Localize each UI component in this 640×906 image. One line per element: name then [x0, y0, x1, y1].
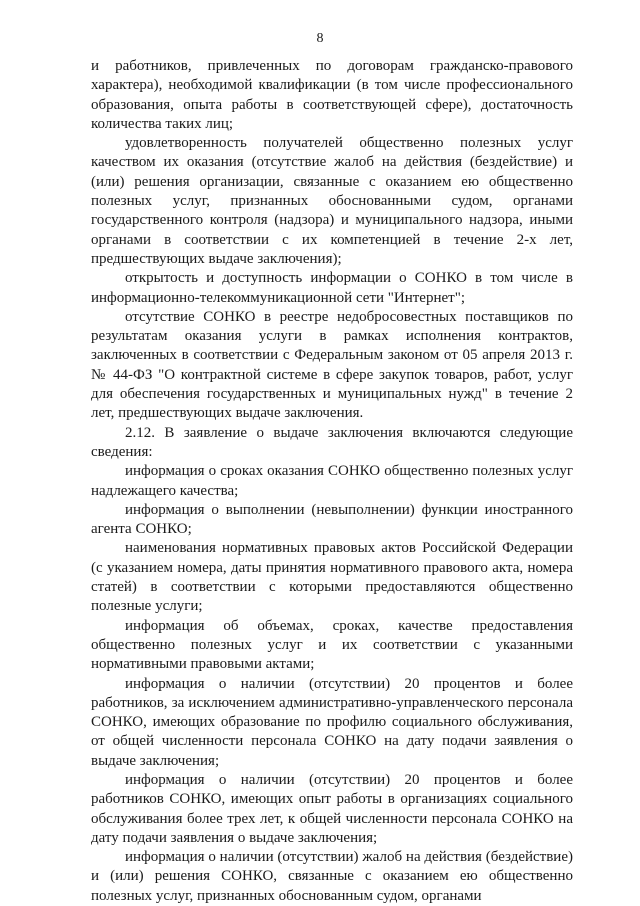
paragraph-2: удовлетворенность получателей общественно полезных услуг качеством их оказания (отсутствие жалоб на действия (бездействие) и (или) решения организации, связанные с оказанием ею общественно полезных услуг, признанных обоснованными судом, органами государственного контроля (надзора) и муниципального надзора, иными органами в соответствии с их компетенцией в течение 2-х лет, предшествующих выдаче заключения); — [91, 135, 573, 267]
paragraph-7: информация о выполнении (невыполнении) функции иностранного агента СОНКО; — [91, 501, 573, 538]
paragraph-1: и работников, привлеченных по договорам гражданско-правового характера), необходимой квалификации (в том числе профессионального образования, опыта работы в соответствующей сфере), достаточность количества таких лиц; — [91, 58, 573, 132]
paragraph-6: информация о сроках оказания СОНКО общественно полезных услуг надлежащего качества; — [91, 463, 573, 499]
page-number: 8 — [316, 31, 324, 46]
paragraph-5: 2.12. В заявление о выдаче заключения включаются следующие сведения: — [91, 424, 573, 460]
document-body — [91, 57, 573, 906]
paragraph-4: отсутствие СОНКО в реестре недобросовестных поставщиков по результатам оказания услуги в рамках исполнения контрактов, заключенных в соответствии с Федеральным законом от 05 апреля 2013 г. № 44-ФЗ "О контрактной системе в сфере закупок товаров, работ, услуг для обеспечения государственных и муниципальных нужд" в течение 2 лет, предшествующих выдаче заключения. — [91, 308, 573, 422]
paragraph-3: открытость и доступность информации о СОНКО в том числе в информационно-телекоммуникационной сети "Интернет"; — [91, 270, 573, 306]
paragraph-11: информация о наличии (отсутствии) 20 процентов и более работников СОНКО, имеющих опыт работы в организациях социального обслуживания более трех лет, к общей численности персонала СОНКО на дату подачи заявления о выдаче заключения; — [91, 771, 573, 846]
paragraph-9: информация об объемах, сроках, качестве предоставления общественно полезных услуг и их соответствии с указанными нормативными правовыми актами; — [91, 617, 573, 673]
paragraph-12: информация о наличии (отсутствии) жалоб на действия (бездействие) и (или) решения СОНКО, связанные с оказанием ею общественно полезных услуг, признанных обоснованным судом, органами — [91, 849, 573, 904]
paragraph-8: наименования нормативных правовых актов Российской Федерации (с указанием номера, даты принятия нормативного правового акта, номера статей) в соответствии с которыми предоставляются общественно полезные услуги; — [91, 540, 573, 615]
paragraph-10: информация о наличии (отсутствии) 20 процентов и более работников, за исключением административно-управленческого персонала СОНКО, имеющих образование по профилю социального обслуживания, от общей численности персонала СОНКО на дату подачи заявления о выдаче заключения; — [91, 675, 573, 769]
